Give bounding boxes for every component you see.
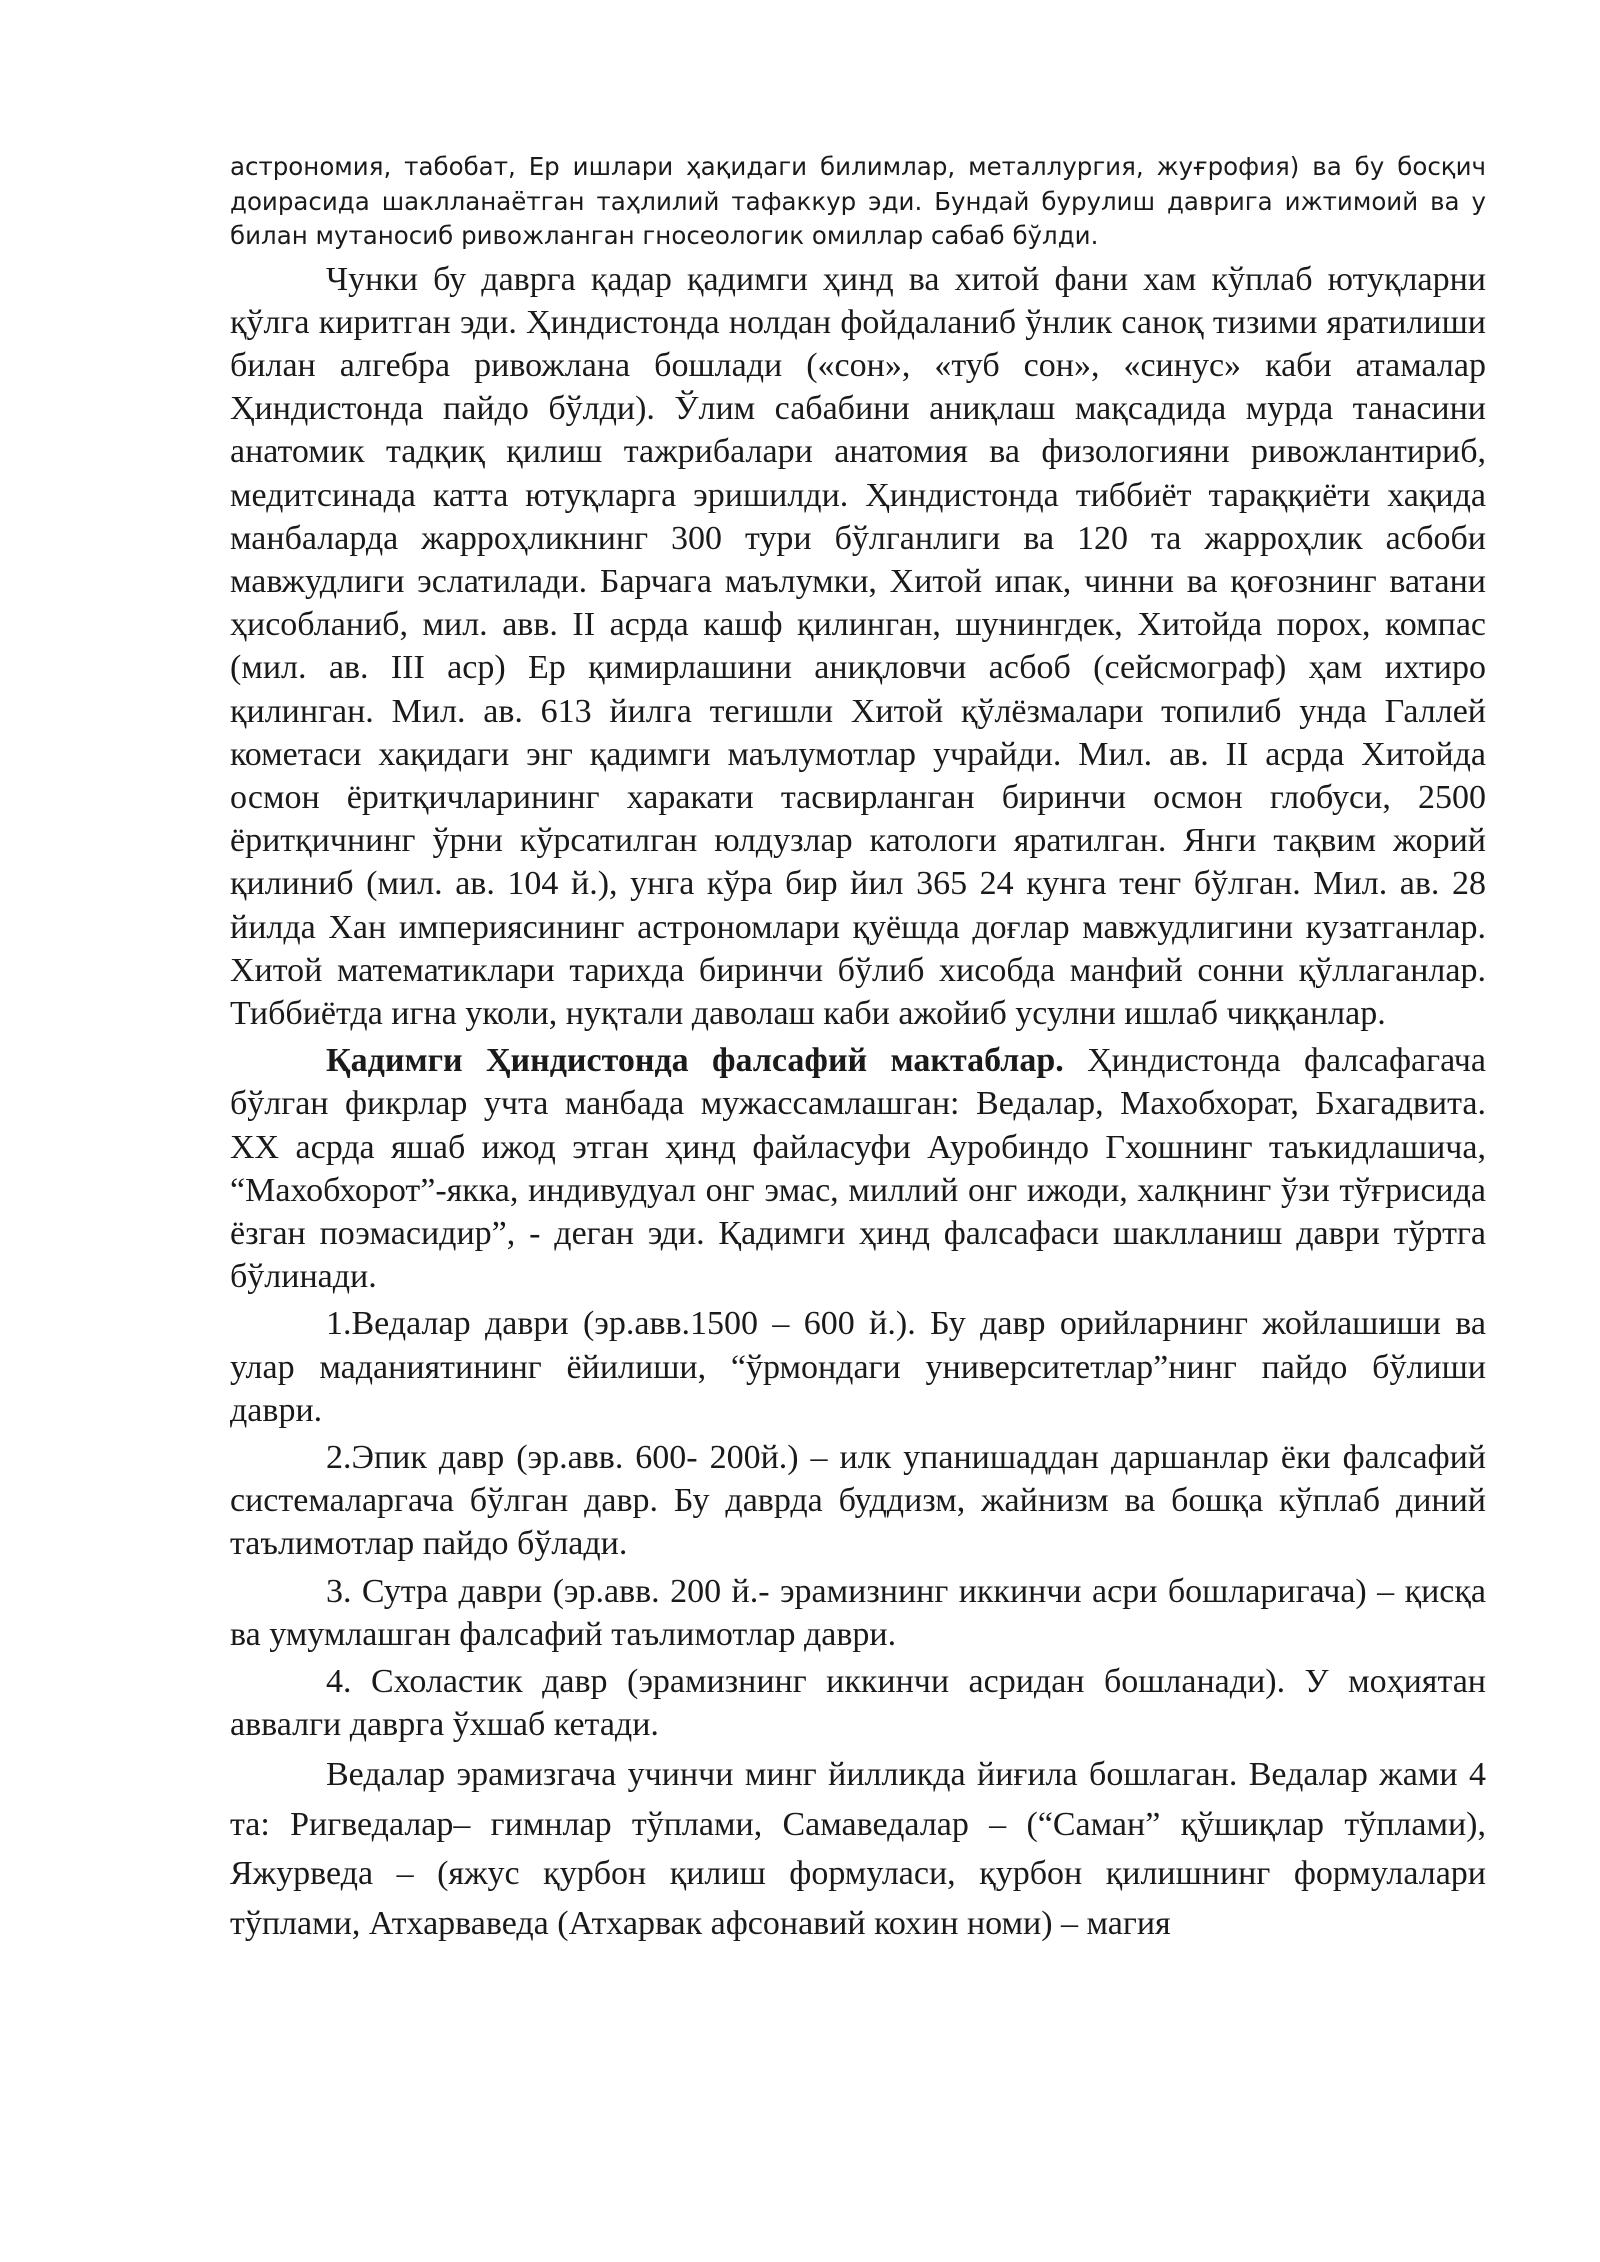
sutra-period-paragraph: 3. Сутра даври (эр.авв. 200 й.- эрамизнинг иккинчи асри бошларигача) – қисқа ва умумлашган фалсафий таълимотлар даври.	[230, 1572, 1486, 1653]
scholastic-period-paragraph: 4. Схоластик давр (эрамизнинг иккинчи асридан бошланади). У моҳиятан аввалги даврга ўхшаб кетади.	[230, 1663, 1486, 1744]
section-heading: Қадимги Ҳиндистонда фалсафий мактаблар.	[326, 1042, 1064, 1080]
document-body	[230, 150, 1486, 1948]
intro-paragraph: астрономия, табобат, Ер ишлари ҳақидаги билимлар, металлургия, жуғрофия) ва бу босқич доирасида шаклланаётган таҳлилий тафаккур эди. Бундай бурулиш даврига ижтимоий ва у билан мутаносиб ривожланган гносеологик омиллар сабаб бўлди.	[230, 152, 1486, 250]
china-achievements-paragraph: Чунки бу даврга қадар қадимги ҳинд ва хитой фани хам кўплаб ютуқларни қўлга киритган эди. Ҳиндистонда нолдан фойдаланиб ўнлик саноқ тизими яратилиши билан алгебра ривожлана бошлади («сон», «туб сон», «синус» каби атамалар Ҳиндистонда пайдо бўлди). Ўлим сабабини аниқлаш мақсадида мурда танасини анатомик тадқиқ қилиш тажрибалари анатомия ва физологияни ривожлантириб, медитсинада катта ютуқларга эришилди. Ҳиндистонда тиббиёт тараққиёти хақида манбаларда жарроҳликнинг 300 тури бўлганлиги ва 120 та жарроҳлик асбоби мавжудлиги эслатилади. Барчага маълумки, Хитой ипак, чинни ва қоғознинг ватани ҳисобланиб, мил. авв. II асрда кашф қилинган, шунингдек, Хитойда порох, компас (мил. ав. III аср) Ер қимирлашини аниқловчи асбоб (сейсмограф) ҳам ихтиро қилинган. Мил. ав. 613 йилга тегишли Хитой қўлёзмалари топилиб унда Галлей кометаси хақидаги энг қадимги маълумотлар учрайди. Мил. ав. II асрда Хитойда осмон ёритқичларининг харакати тасвирланган биринчи осмон глобуси, 2500 ёритқичнинг ўрни кўрсатилган юлдузлар катологи яратилган. Янги тақвим жорий қилиниб (мил. ав. 104 й.), унга кўра бир йил 365 24 кунга тенг бўлган. Мил. ав. 28 йилда Хан империясининг астрономлари қуёшда доғлар мавжудлигини кузатганлар. Хитой математиклари тарихда биринчи бўлиб хисобда манфий сонни қўллаганлар. Тиббиётда игна уколи, нуқтали даволаш каби ажойиб усулни ишлаб чиққанлар.	[230, 260, 1486, 1032]
philosophical-schools-paragraph	[230, 1039, 1486, 1298]
philosophical-schools-text: Ҳиндистонда фалсафагача бўлган фикрлар учта манбада мужассамлашган: Ведалар, Махобхорат, Бхагадвита. ХХ асрда яшаб ижод этган ҳинд файласуфи Ауробиндо Гхошнинг таъкидлашича, “Махобхорот”-якка, индивудуал онг эмас, миллий онг ижоди, халқнинг ўзи тўғрисида ёзган поэмасидир”, - деган эди. Қадимги ҳинд фалсафаси шаклланиш даври тўртга бўлинади.	[230, 1042, 1486, 1296]
vedas-paragraph: Ведалар эрамизгача учинчи минг йилликда йиғила бошлаган. Ведалар жами 4 та: Ригведалар– гимнлар тўплами, Самаведалар – (“Саман” қўшиқлар тўплами), Яжурведа – (яжус қурбон қилиш формуласи, қурбон қилишнинг формулалари тўплами, Атхарваведа (Атхарвак афсонавий кохин номи) – магия	[230, 1756, 1486, 1942]
epic-period-paragraph: 2.Эпик давр (эр.авв. 600- 200й.) – илк упанишаддан даршанлар ёки фалсафий системаларгача бўлган давр. Бу даврда буддизм, жайнизм ва бошқа кўплаб диний таълимотлар пайдо бўлади.	[230, 1438, 1486, 1563]
vedic-period-paragraph: 1.Ведалар даври (эр.авв.1500 – 600 й.). Бу давр орийларнинг жойлашиши ва улар маданиятининг ёйилиши, “ўрмондаги университетлар”нинг пайдо бўлиши даври.	[230, 1305, 1486, 1429]
